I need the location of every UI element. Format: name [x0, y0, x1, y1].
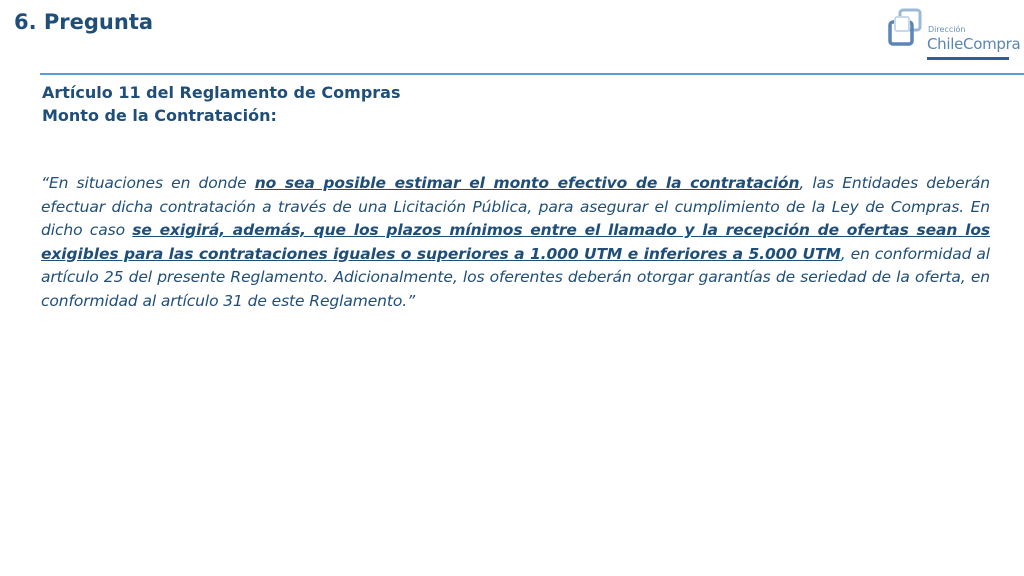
logo-underline — [927, 57, 1009, 60]
chilecompra-logo — [886, 8, 1021, 64]
quote-emphasis: no sea posible estimar el monto efectivo de la contratación — [254, 174, 800, 192]
heading-article: Artículo 11 del Reglamento de Compras — [42, 83, 401, 102]
title-divider — [40, 73, 1024, 75]
quote-segment: , las Entidades deberán efectuar dicha contratación a través de una Licitación Pública, para asegurar el cumplimiento de la Ley de Compras. En dicho caso — [41, 174, 991, 239]
slide-title: 6. Pregunta — [14, 10, 154, 34]
chilecompra-logo-icon — [886, 8, 926, 56]
section-heading — [42, 81, 401, 127]
quote-segment: “En situaciones en donde — [41, 174, 255, 192]
heading-subject: Monto de la Contratación: — [42, 106, 277, 125]
quote-emphasis: se exigirá, además, que los plazos mínimos entre el llamado y la recepción de ofertas sean los exigibles para las contrataciones iguales o superiores a 1.000 UTM e inferiores a 5.000 UTM — [41, 221, 991, 263]
article-quote — [41, 172, 990, 313]
logo-text-chilecompra: ChileCompra — [927, 35, 1021, 53]
logo-text-direccion: Dirección — [928, 25, 966, 34]
quote-segment: , en conformidad al artículo 25 del presente Reglamento. Adicionalmente, los oferentes deberán otorgar garantías de seriedad de la oferta, en conformidad al artículo 31 de este Reglamento.” — [41, 244, 990, 310]
